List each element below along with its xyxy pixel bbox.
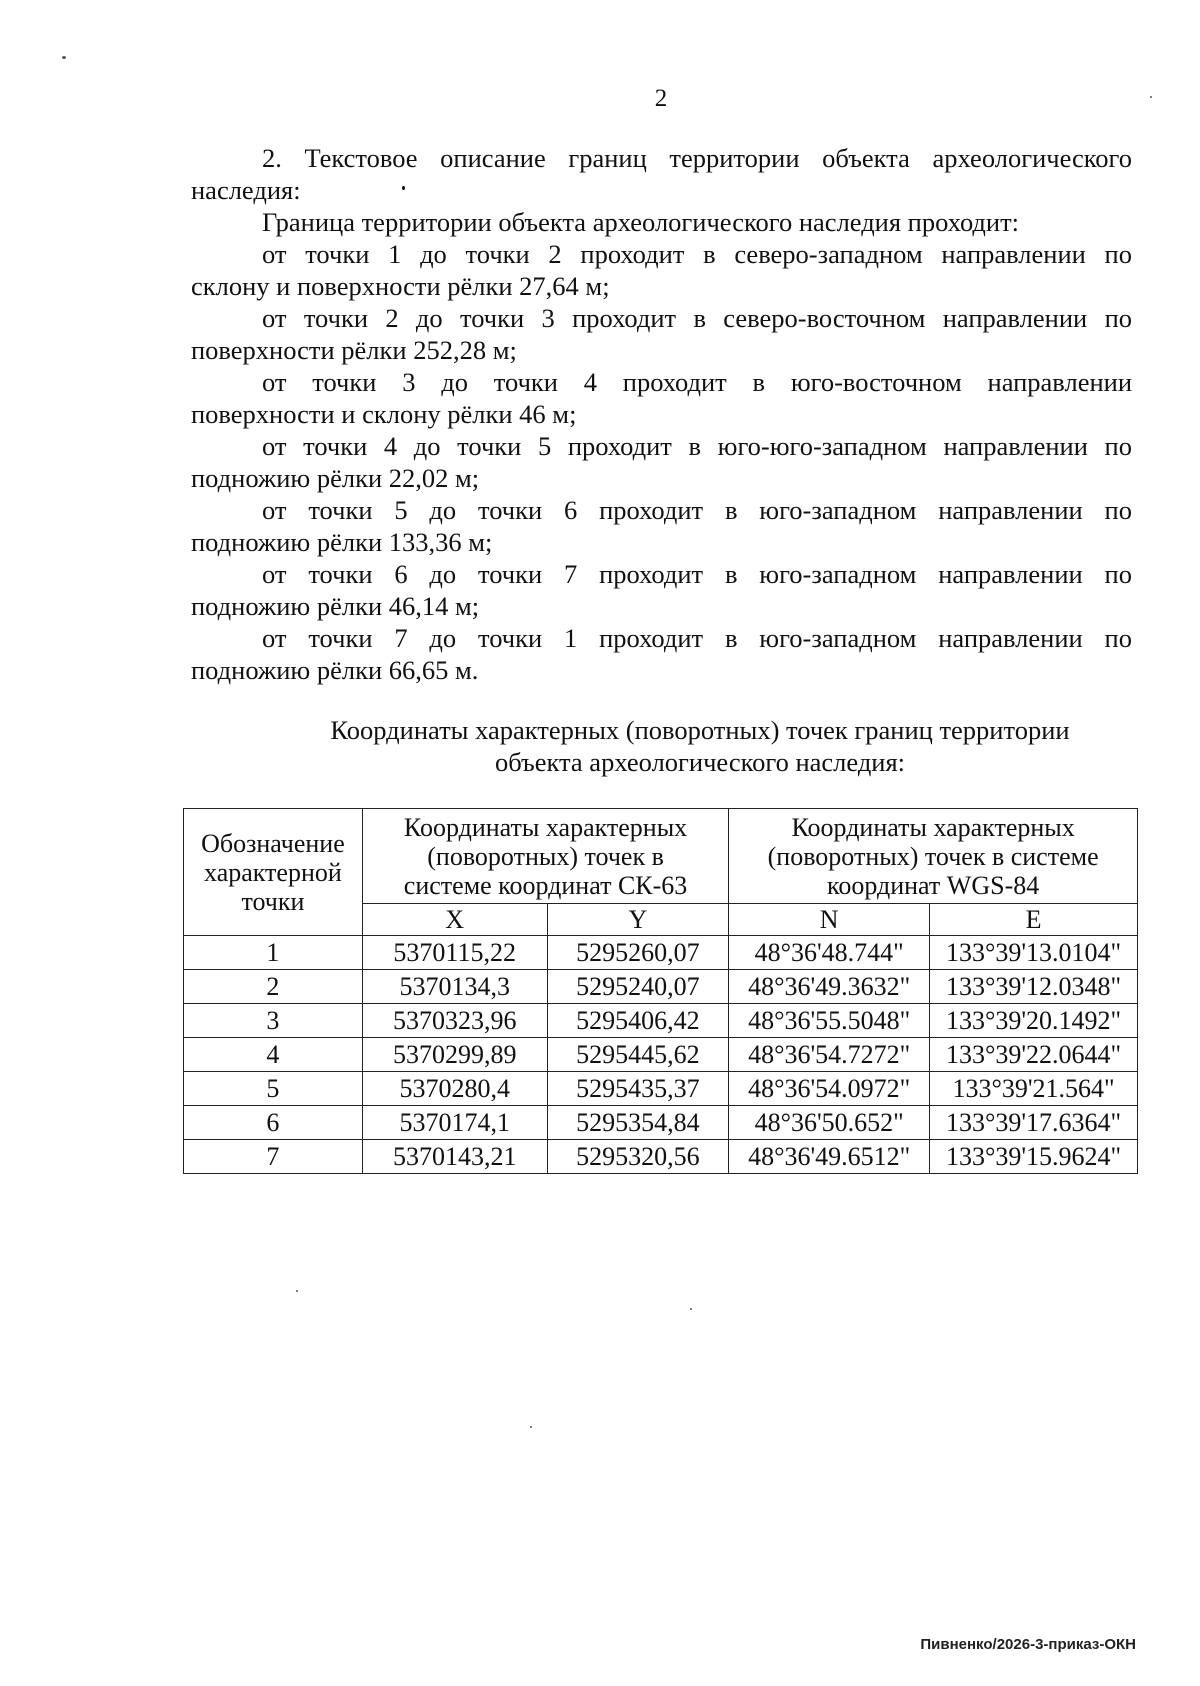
segment-line-2: подножию рёлки 133,36 м;	[191, 527, 493, 557]
y-cell: 5295406,42	[547, 1004, 729, 1038]
header-line: координат WGS-84	[827, 870, 1040, 900]
y-cell: 5295354,84	[547, 1106, 729, 1140]
section-heading-paragraph	[191, 142, 1132, 206]
header-line: (поворотных) точек в	[427, 841, 664, 871]
intro-paragraph	[191, 206, 1132, 238]
point-cell: 2	[184, 970, 363, 1004]
table-row	[184, 1004, 1138, 1038]
document-reference: Пивненко/2026-3-приказ-ОКН	[920, 1636, 1136, 1653]
segment-item	[191, 622, 1132, 686]
segment-item	[191, 558, 1132, 622]
e-cell: 133°39'21.564"	[930, 1072, 1138, 1106]
segment-line-1: от точки 3 до точки 4 проходит в юго-восточном направлении	[262, 367, 1132, 397]
n-column-header: N	[729, 904, 930, 936]
segment-item	[191, 430, 1132, 494]
e-column-header: E	[930, 904, 1138, 936]
header-line: (поворотных) точек в системе	[767, 841, 1099, 871]
segment-item	[191, 494, 1132, 558]
e-cell: 133°39'13.0104"	[930, 936, 1138, 970]
table-header-row	[184, 809, 1138, 904]
segment-line-1: от точки 6 до точки 7 проходит в юго-западном направлении по	[262, 559, 1132, 589]
e-cell: 133°39'22.0644"	[930, 1038, 1138, 1072]
e-cell: 133°39'15.9624"	[930, 1140, 1138, 1174]
table-caption-line-2: объекта археологического наследия:	[494, 747, 906, 777]
n-cell: 48°36'54.0972"	[729, 1072, 930, 1106]
point-cell: 5	[184, 1072, 363, 1106]
n-cell: 48°36'54.7272"	[729, 1038, 930, 1072]
header-line: Координаты характерных	[791, 812, 1075, 842]
table-caption	[200, 714, 1200, 778]
segment-item	[191, 302, 1132, 366]
scan-speck	[296, 1290, 298, 1292]
scan-speck	[530, 1426, 532, 1428]
y-cell: 5295260,07	[547, 936, 729, 970]
x-cell: 5370299,89	[362, 1038, 547, 1072]
e-cell: 133°39'20.1492"	[930, 1004, 1138, 1038]
scan-speck	[1150, 96, 1152, 98]
x-cell: 5370323,96	[362, 1004, 547, 1038]
scan-speck	[690, 1308, 692, 1310]
point-cell: 1	[184, 936, 363, 970]
segment-line-2: подножию рёлки 66,65 м.	[191, 655, 479, 685]
y-cell: 5295435,37	[547, 1072, 729, 1106]
n-cell: 48°36'55.5048"	[729, 1004, 930, 1038]
wgs84-header	[729, 809, 1138, 904]
table-row	[184, 1140, 1138, 1174]
n-cell: 48°36'49.6512"	[729, 1140, 930, 1174]
n-cell: 48°36'49.3632"	[729, 970, 930, 1004]
segment-line-2: подножию рёлки 22,02 м;	[191, 463, 480, 493]
page-number: 2	[654, 85, 668, 112]
segment-line-1: от точки 2 до точки 3 проходит в северо-восточном направлении по	[262, 303, 1132, 333]
x-cell: 5370280,4	[362, 1072, 547, 1106]
table-row	[184, 1072, 1138, 1106]
point-cell: 3	[184, 1004, 363, 1038]
point-cell: 6	[184, 1106, 363, 1140]
x-cell: 5370143,21	[362, 1140, 547, 1174]
section-heading-line-1: 2. Текстовое описание границ территории объекта археологического	[262, 143, 1132, 173]
table-row	[184, 1106, 1138, 1140]
point-cell: 7	[184, 1140, 363, 1174]
y-cell: 5295320,56	[547, 1140, 729, 1174]
segment-item	[191, 366, 1132, 430]
e-cell: 133°39'12.0348"	[930, 970, 1138, 1004]
segment-line-2: подножию рёлки 46,14 м;	[191, 591, 480, 621]
coordinates-table	[183, 808, 1138, 1174]
segment-line-1: от точки 7 до точки 1 проходит в юго-западном направлении по	[262, 623, 1132, 653]
segment-line-2: склону и поверхности рёлки 27,64 м;	[191, 271, 610, 301]
segment-line-2: поверхности и склону рёлки 46 м;	[191, 399, 577, 429]
x-cell: 5370174,1	[362, 1106, 547, 1140]
segment-line-1: от точки 1 до точки 2 проходит в северо-западном направлении по	[262, 239, 1132, 269]
segment-line-2: поверхности рёлки 252,28 м;	[191, 335, 517, 365]
scan-speck	[62, 56, 66, 59]
point-cell: 4	[184, 1038, 363, 1072]
table-row	[184, 936, 1138, 970]
y-column-header: Y	[547, 904, 729, 936]
n-cell: 48°36'48.744"	[729, 936, 930, 970]
x-cell: 5370134,3	[362, 970, 547, 1004]
e-cell: 133°39'17.6364"	[930, 1106, 1138, 1140]
header-line: Обозначение	[201, 828, 345, 858]
n-cell: 48°36'50.652"	[729, 1106, 930, 1140]
table-caption-line-1: Координаты характерных (поворотных) точек границ территории	[330, 715, 1070, 745]
y-cell: 5295240,07	[547, 970, 729, 1004]
header-line: характерной	[204, 857, 342, 887]
table-row	[184, 1038, 1138, 1072]
segment-item	[191, 238, 1132, 302]
header-line: точки	[241, 886, 305, 916]
scan-speck	[402, 186, 405, 190]
point-designation-header	[184, 809, 363, 936]
header-line: системе координат СК-63	[403, 870, 688, 900]
section-heading-line-2: наследия:	[191, 175, 301, 205]
x-cell: 5370115,22	[362, 936, 547, 970]
x-column-header: X	[362, 904, 547, 936]
segment-list	[191, 238, 1132, 686]
segment-line-1: от точки 5 до точки 6 проходит в юго-западном направлении по	[262, 495, 1132, 525]
segment-line-1: от точки 4 до точки 5 проходит в юго-юго-западном направлении по	[262, 431, 1132, 461]
y-cell: 5295445,62	[547, 1038, 729, 1072]
table-row	[184, 970, 1138, 1004]
sk63-header	[362, 809, 728, 904]
intro-line: Граница территории объекта археологического наследия проходит:	[262, 207, 1020, 237]
header-line: Координаты характерных	[403, 812, 688, 842]
